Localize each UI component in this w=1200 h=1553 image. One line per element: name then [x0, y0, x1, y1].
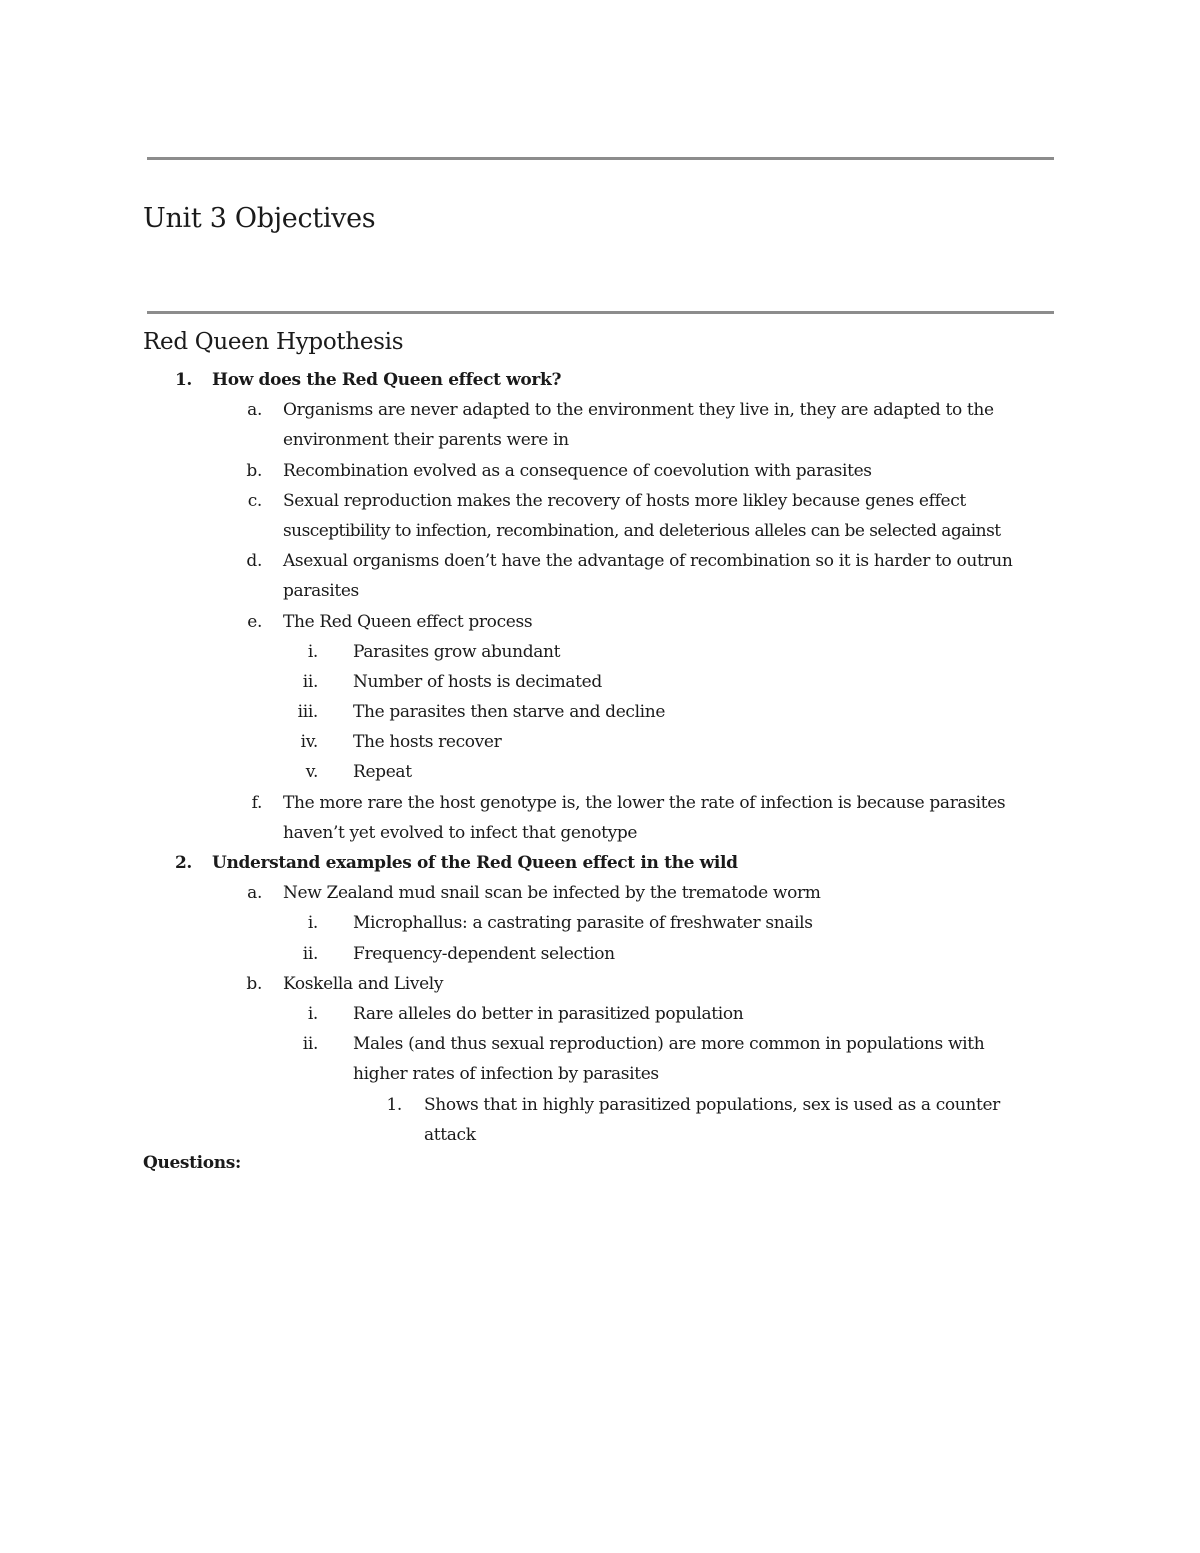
list-marker: i.	[307, 1003, 318, 1024]
list-item-text: Males (and thus sexual reproduction) are more common in populations with	[353, 1034, 985, 1055]
list-item-text: The Red Queen effect process	[283, 611, 533, 632]
list-marker: v.	[305, 762, 318, 783]
list-item-continuation	[0, 516, 1200, 546]
list-item-text: parasites	[283, 581, 359, 602]
list-item-text: haven’t yet evolved to infect that genotype	[283, 822, 638, 843]
list-item-level3	[0, 999, 1200, 1029]
list-marker: f.	[251, 792, 262, 813]
list-marker: 2.	[174, 853, 192, 873]
list-marker: 1.	[386, 1094, 402, 1115]
list-item-level2	[0, 395, 1200, 425]
list-item-level3	[0, 908, 1200, 938]
list-marker: iii.	[297, 702, 318, 723]
list-marker: i.	[307, 913, 318, 934]
list-item-level3	[0, 757, 1200, 787]
list-item-continuation	[0, 425, 1200, 455]
list-item-level4	[0, 1090, 1200, 1120]
list-item-level3	[0, 727, 1200, 757]
list-marker: ii.	[302, 671, 318, 692]
list-marker: ii.	[302, 943, 318, 964]
list-item-text: Rare alleles do better in parasitized population	[353, 1003, 744, 1024]
section-divider	[147, 311, 1054, 314]
list-item-text: Repeat	[353, 762, 412, 783]
list-item-text: higher rates of infection by parasites	[353, 1064, 659, 1085]
list-item-continuation	[0, 576, 1200, 606]
list-marker: a.	[247, 883, 262, 904]
list-item-level2	[0, 969, 1200, 999]
list-item-level2	[0, 878, 1200, 908]
list-item-text: Koskella and Lively	[283, 973, 444, 994]
list-item-text: Number of hosts is decimated	[353, 671, 602, 692]
list-item-text: Frequency-dependent selection	[353, 943, 615, 964]
list-item-text: New Zealand mud snail scan be infected by the trematode worm	[283, 883, 821, 904]
list-item-text: Asexual organisms doen’t have the advantage of recombination so it is harder to outrun	[283, 551, 1013, 572]
list-item-level2	[0, 788, 1200, 818]
list-item-text: Shows that in highly parasitized populations, sex is used as a counter	[424, 1094, 1000, 1115]
list-item-level2	[0, 546, 1200, 576]
list-item-text: Parasites grow abundant	[353, 641, 561, 662]
list-item-continuation	[0, 1059, 1200, 1089]
list-marker: ii.	[302, 1034, 318, 1055]
list-item-text: Microphallus: a castrating parasite of freshwater snails	[353, 913, 813, 934]
list-marker: b.	[246, 973, 262, 994]
list-item-text: susceptibility to infection, recombination, and deleterious alleles can be selected against	[283, 520, 1001, 541]
list-marker: iv.	[300, 732, 318, 753]
list-item-text: Organisms are never adapted to the environment they live in, they are adapted to the	[283, 400, 994, 421]
list-item-text: The parasites then starve and decline	[353, 702, 666, 723]
list-marker: a.	[247, 400, 262, 421]
list-item-level3	[0, 697, 1200, 727]
list-marker: b.	[246, 460, 262, 481]
list-item-level3	[0, 939, 1200, 969]
list-item-level1	[0, 365, 1200, 395]
list-item-text: The more rare the host genotype is, the lower the rate of infection is because parasites	[283, 792, 1006, 813]
page-title: Unit 3 Objectives	[143, 203, 376, 234]
list-item-continuation	[0, 818, 1200, 848]
top-divider	[147, 157, 1054, 160]
list-item-level2	[0, 486, 1200, 516]
list-item-text: The hosts recover	[353, 732, 502, 753]
list-marker: 1.	[174, 370, 192, 390]
list-item-text: environment their parents were in	[283, 430, 569, 451]
list-item-text: Recombination evolved as a consequence of coevolution with parasites	[283, 460, 872, 481]
list-item-level3	[0, 637, 1200, 667]
list-marker: d.	[246, 551, 262, 572]
list-item-level2	[0, 607, 1200, 637]
section-heading: Red Queen Hypothesis	[143, 329, 404, 355]
list-item-text: Sexual reproduction makes the recovery of hosts more likley because genes effect	[283, 490, 966, 511]
list-item-level2	[0, 456, 1200, 486]
list-item-text: How does the Red Queen effect work?	[212, 370, 562, 390]
list-item-level3	[0, 667, 1200, 697]
list-item-level1	[0, 848, 1200, 878]
questions-label: Questions:	[143, 1153, 241, 1173]
list-marker: i.	[307, 641, 318, 662]
list-item-continuation	[0, 1120, 1200, 1150]
list-item-level3	[0, 1029, 1200, 1059]
objectives-list	[0, 365, 1200, 1150]
list-marker: e.	[247, 611, 262, 632]
list-item-text: attack	[424, 1124, 476, 1145]
list-marker: c.	[247, 490, 262, 511]
list-item-text: Understand examples of the Red Queen effect in the wild	[212, 853, 738, 873]
